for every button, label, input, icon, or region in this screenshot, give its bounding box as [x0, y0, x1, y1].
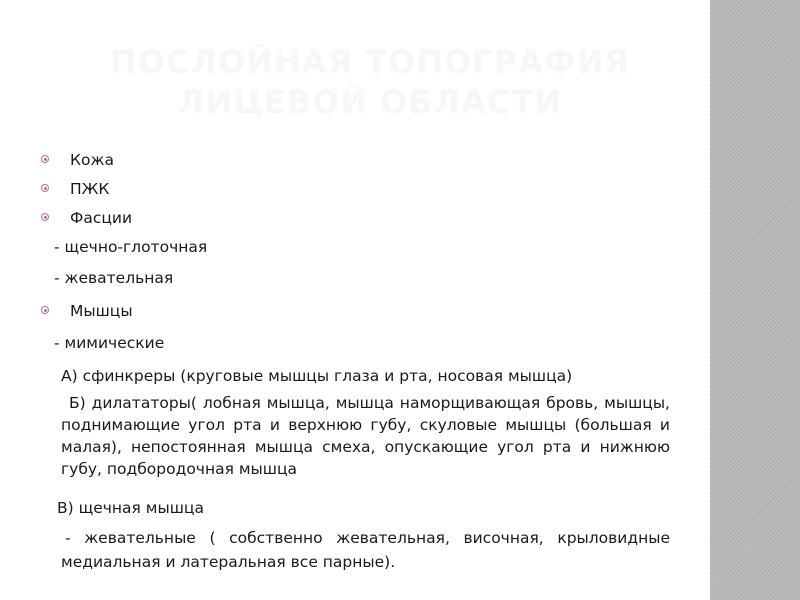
- sub-item: - мимические: [54, 334, 165, 352]
- right-white-stripe: [690, 0, 710, 600]
- sub-item: А) сфинкреры (круговые мышцы глаза и рта, носовая мышца): [61, 367, 573, 385]
- sub-item: - жевательная: [54, 269, 174, 287]
- slide-title: [60, 42, 680, 122]
- sub-item: - щечно-глоточная: [54, 238, 208, 256]
- right-grey-panel: [710, 0, 800, 600]
- bullet-icon: [40, 299, 54, 323]
- title-line-1: ПОСЛОЙНАЯ ТОПОГРАФИЯ: [109, 43, 631, 81]
- paragraph-masticatory: - жевательные ( собственно жевательная, височная, крыловидные медиальная и латеральная все парные).: [61, 529, 670, 571]
- bullet-icon: [40, 148, 54, 172]
- paragraph-dilators: Б) дилататоры( лобная мышца, мышца наморщивающая бровь, мышцы, поднимающие угол рта и верхнюю губу, скуловые мышцы (большая и малая), непостоянная мышца смеха, опускающие угол рта и нижнюю губу, подбородочная мышца: [61, 394, 670, 478]
- slide: ПОСЛОЙНАЯ ТОПОГРАФИЯ ЛИЦЕВОЙ ОБЛАСТИ Кожа ПЖК Фасции - щечно-глоточная - жевательная Мышцы - мимические А) сфинкреры (круговые мышцы глаза и рта, носовая мышца) Б) дилататоры( лобная мышца, мышца наморщивающая бровь, мышцы, поднимающие угол рта и верхнюю губу, скуловые мышцы (большая и малая), непостоянная мышца смеха, опускающие угол рта и нижнюю губу, подбородочная мышца В) щечная мышца - жевательные ( собственно жевательная, височная, крыловидные медиальная и латеральная все парные).: [0, 0, 800, 600]
- bullet-icon: [40, 206, 54, 230]
- sub-item: В) щечная мышца: [57, 499, 204, 517]
- bullet-icon: [40, 177, 54, 201]
- title-line-2: ЛИЦЕВОЙ ОБЛАСТИ: [177, 83, 563, 121]
